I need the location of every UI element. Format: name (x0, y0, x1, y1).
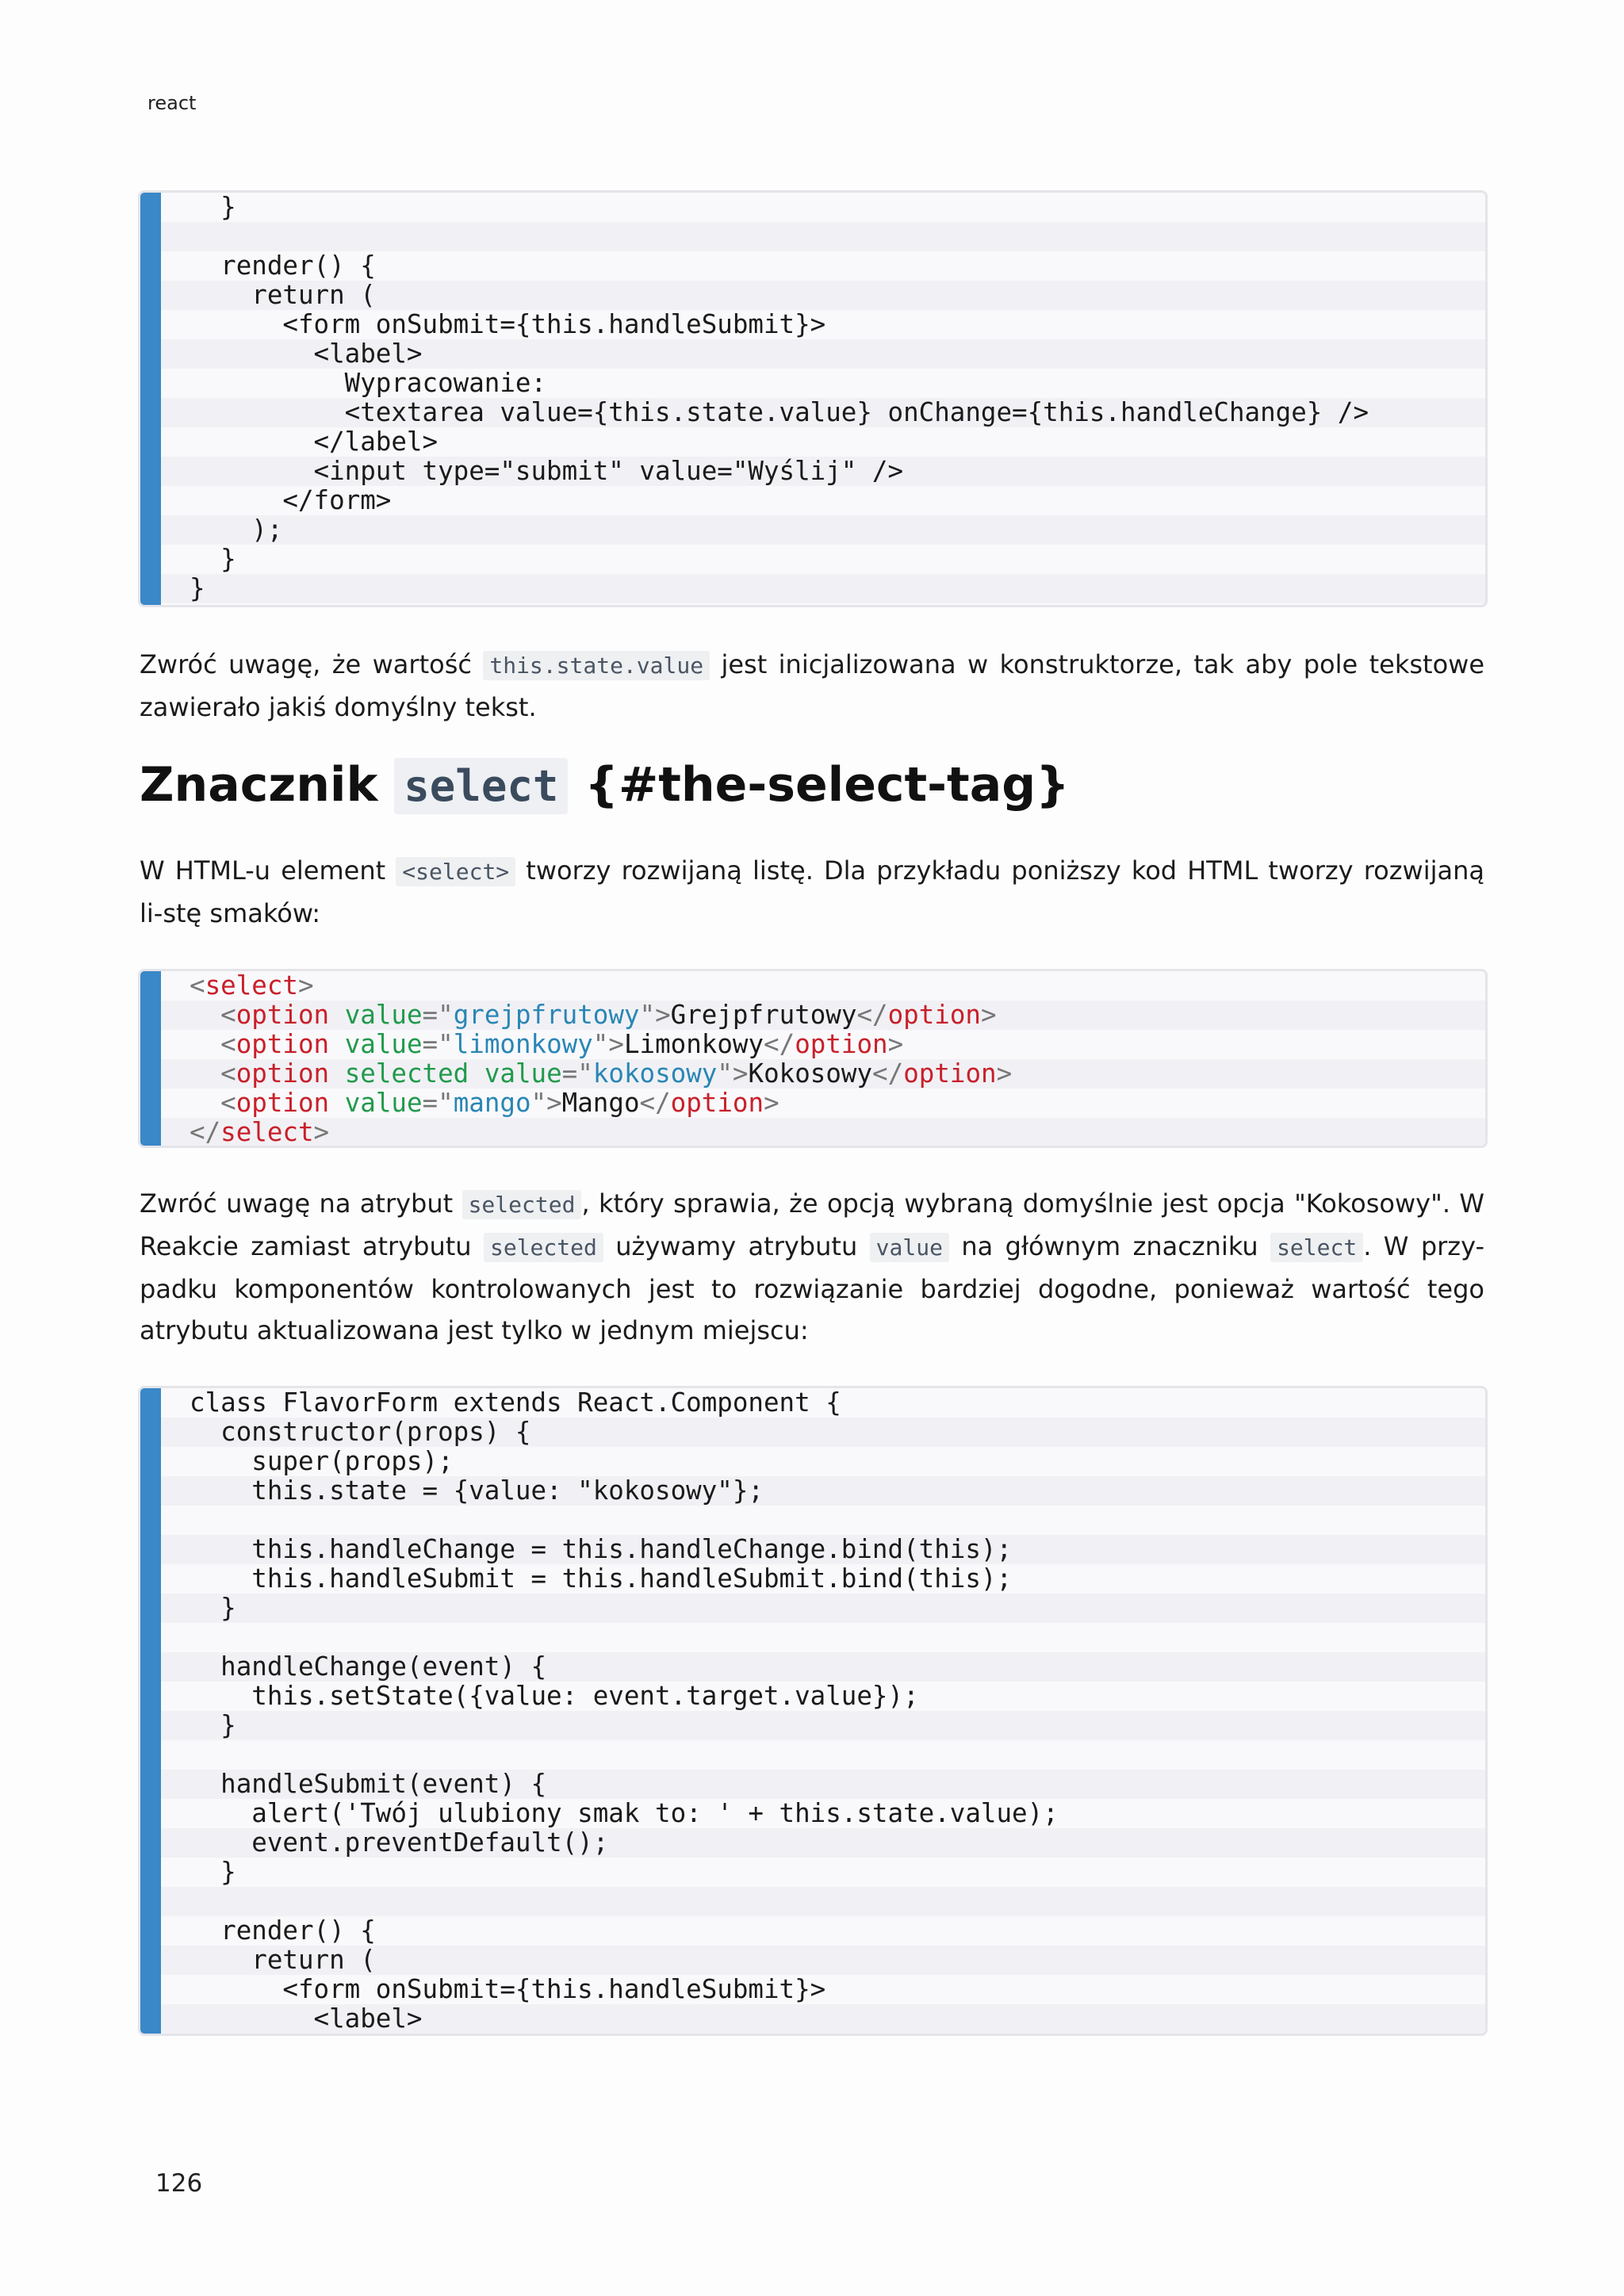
code-token (329, 1058, 345, 1089)
code-block-render (138, 190, 1488, 607)
code-token: =" (561, 1058, 593, 1089)
code-token (190, 1088, 220, 1118)
code-token: option (887, 1000, 981, 1030)
section-heading: Znacznik select {#the-select-tag} (140, 757, 1070, 813)
code-line: </form> (190, 485, 392, 515)
code-token: limonkowy (453, 1029, 593, 1059)
code-line (190, 1030, 1485, 1059)
code-token: > (764, 1088, 779, 1118)
code-token (329, 1000, 345, 1030)
code-token: option (903, 1058, 997, 1089)
code-token: </ (639, 1088, 671, 1118)
code-token (190, 1029, 220, 1059)
code-listing (161, 193, 1485, 603)
code-line: return ( (190, 280, 376, 310)
code-line: render() { (190, 1915, 376, 1946)
page-number: 126 (155, 2169, 203, 2198)
code-line: alert('Twój ulubiony smak to: ' + this.state.value); (190, 1798, 1059, 1828)
code-line: class FlavorForm extends React.Component { (190, 1387, 841, 1418)
code-line: } (190, 544, 236, 574)
code-line: this.handleChange = this.handleChange.bind(this); (190, 1534, 1013, 1564)
code-token: option (236, 1058, 330, 1089)
code-token: Grejpfrutowy (670, 1000, 857, 1030)
code-token: value (344, 1000, 423, 1030)
code-token: selected (344, 1058, 469, 1089)
code-token (329, 1029, 345, 1059)
code-token: option (236, 1088, 330, 1118)
code-line: <form onSubmit={this.handleSubmit}> (190, 1974, 826, 2004)
code-token: select (220, 1117, 314, 1147)
code-line: <label> (190, 2003, 423, 2034)
code-token: > (996, 1058, 1013, 1089)
code-line (190, 1089, 1485, 1118)
code-token: mango (453, 1088, 531, 1118)
code-token: value (344, 1029, 423, 1059)
code-token: < (220, 1088, 236, 1118)
inline-code: select (1270, 1233, 1363, 1262)
code-token: > (297, 970, 314, 1001)
code-line: ); (190, 515, 283, 545)
code-line: handleChange(event) { (190, 1651, 547, 1682)
code-token (329, 1088, 345, 1118)
code-line: return ( (190, 1945, 376, 1975)
code-token: =" (422, 1000, 454, 1030)
inline-code: <select> (396, 857, 515, 886)
code-line (190, 1506, 1485, 1535)
code-line: super(props); (190, 1446, 454, 1476)
code-token: =" (422, 1088, 454, 1118)
code-token: "> (717, 1058, 749, 1089)
code-block-body (161, 193, 1485, 603)
code-token: Limonkowy (623, 1029, 764, 1059)
code-token: "> (530, 1088, 562, 1118)
code-token (190, 1000, 220, 1030)
code-line: handleSubmit(event) { (190, 1769, 547, 1799)
code-token (190, 1058, 220, 1089)
code-line: <input type="submit" value="Wyślij" /> (190, 456, 904, 486)
inline-code: value (870, 1233, 949, 1262)
code-token: option (670, 1088, 764, 1118)
code-line: <form onSubmit={this.handleSubmit}> (190, 309, 826, 339)
code-listing (161, 1388, 1485, 2034)
code-token: > (313, 1117, 330, 1147)
running-head: react (147, 92, 197, 114)
paragraph-select-intro: W HTML-u element <select> tworzy rozwijaną listę. Dla przykładu poniższy kod HTML tworzy rozwijaną li-stę smaków: (140, 855, 1485, 928)
code-token: option (236, 1000, 330, 1030)
code-line (190, 1059, 1485, 1089)
code-token: grejpfrutowy (453, 1000, 640, 1030)
code-token: =" (422, 1029, 454, 1059)
code-line: } (190, 1593, 236, 1623)
code-token: </ (764, 1029, 795, 1059)
code-line: } (190, 573, 205, 603)
code-token: kokosowy (592, 1058, 718, 1089)
code-line (190, 1001, 1485, 1030)
code-token: > (981, 1000, 997, 1030)
code-token: </ (190, 1117, 221, 1147)
code-line (190, 1118, 1485, 1147)
code-token: value (484, 1058, 562, 1089)
code-token: option (236, 1029, 330, 1059)
code-line (190, 1623, 1485, 1652)
code-line (190, 1887, 1485, 1916)
code-token: select (205, 970, 298, 1001)
code-token: > (887, 1029, 904, 1059)
code-line: constructor(props) { (190, 1417, 531, 1447)
code-token: option (795, 1029, 888, 1059)
code-line: <label> (190, 339, 423, 369)
code-listing (161, 971, 1485, 1147)
inline-code: selected (462, 1190, 582, 1219)
paragraph-selected-note: Zwróć uwagę na atrybut selected , który sprawia, że opcją wybraną domyślnie jest opcja "Kokosowy". W Reakcie zamiast atrybutu selected używamy atrybutu value na głównym znaczniku select . W przy-padku komponentów kontrolowanych jest to rozwiązanie bardziej dogodne, ponieważ wartość tego atrybutu aktualizowana jest tylko w jednym miejscu: (140, 1188, 1485, 1345)
code-line (190, 1740, 1485, 1770)
code-token: < (220, 1000, 236, 1030)
code-line: } (190, 1710, 236, 1740)
code-token (469, 1058, 485, 1089)
code-token: Kokosowy (748, 1058, 873, 1089)
code-block-select-html (138, 969, 1488, 1148)
code-line (190, 971, 1485, 1001)
code-token: "> (592, 1029, 624, 1059)
code-line: } (190, 192, 236, 222)
paragraph-textarea-note: Zwróć uwagę, że wartość this.state.value jest inicjalizowana w konstruktorze, tak aby pole tekstowe zawierało jakiś domyślny tekst. (140, 649, 1485, 722)
code-token: </ (872, 1058, 904, 1089)
code-line: } (190, 1857, 236, 1887)
code-line: </label> (190, 427, 439, 457)
code-token: < (220, 1029, 236, 1059)
code-line: render() { (190, 251, 376, 281)
code-line: this.setState({value: event.target.value}); (190, 1681, 919, 1711)
code-line: this.state = {value: "kokosowy"}; (190, 1475, 764, 1506)
code-token: value (344, 1088, 423, 1118)
code-line (190, 222, 1485, 251)
code-token: < (190, 970, 205, 1001)
code-block-body (161, 1388, 1485, 2034)
code-token: </ (856, 1000, 888, 1030)
code-line: this.handleSubmit = this.handleSubmit.bind(this); (190, 1563, 1013, 1594)
inline-code: selected (484, 1233, 603, 1262)
code-token: Mango (561, 1088, 640, 1118)
code-line: event.preventDefault(); (190, 1827, 609, 1858)
heading-code: select (394, 758, 568, 814)
code-line: Wypracowanie: (190, 368, 547, 398)
code-line: <textarea value={this.state.value} onChange={this.handleChange} /> (190, 397, 1369, 427)
code-token: "> (639, 1000, 671, 1030)
code-block-body (161, 971, 1485, 1147)
code-block-flavor-form (138, 1386, 1488, 2036)
inline-code: this.state.value (483, 651, 710, 680)
code-token: < (220, 1058, 236, 1089)
